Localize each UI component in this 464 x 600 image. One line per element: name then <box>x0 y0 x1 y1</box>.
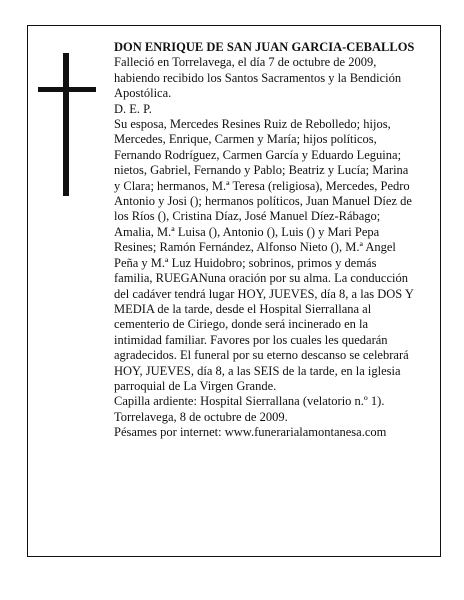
rip-line: D. E. P. <box>114 101 152 116</box>
family-and-arrangements: Su esposa, Mercedes Resines Ruiz de Rebolledo; hijos, Mercedes, Enrique, Carmen y María; hijos políticos, Fernando Rodríguez, Carmen García y Eduardo Leguina; nietos, Gabriel, Fernando y Pablo; Beatriz y Lucía; Marina y Clara; hermanos, M.ª Teresa (religiosa), Mercedes, Pedro Antonio y Josi (); hermanos políticos, Juan Manuel Díez de los Ríos (), Cristina Díaz, José Manuel Díez-Rábago; Amalia, M.ª Luisa (), Antonio (), Luis () y Mari Pepa Resines; Ramón Fernández, Alfonso Nieto (), M.ª Angel Peña y M.ª Luz Huidobro; sobrinos, primos y demás familia, RUEGANuna oración por su alma. La conducción del cadáver tendrá lugar HOY, JUEVES, día 8, a las DOS Y MEDIA de la tarde, desde el Hospital Sierrallana al cementerio de Ciriego, donde será incinerado en la intimidad familiar. Favores por los cuales les quedarán agradecidos. El funeral por su eterno descanso se celebrará HOY, JUEVES, día 8, a las SEIS de la tarde, en la iglesia parroquial de La Virgen Grande. <box>114 117 414 393</box>
chapel-info: Capilla ardiente: Hospital Sierrallana (velatorio n.º 1). <box>114 394 385 409</box>
obituary-text <box>114 40 417 441</box>
condolences-line: Pésames por internet: www.funerarialamontanesa.com <box>114 425 387 440</box>
cross-icon-bar <box>38 87 96 92</box>
deceased-name: DON ENRIQUE DE SAN JUAN GARCIA-CEBALLOS <box>114 40 415 54</box>
place-date: Torrelavega, 8 de octubre de 2009. <box>114 409 288 424</box>
death-statement: Falleció en Torrelavega, el día 7 de octubre de 2009, habiendo recibido los Santos Sacramentos y la Bendición Apostólica. <box>114 55 402 101</box>
cross-icon <box>63 53 69 196</box>
